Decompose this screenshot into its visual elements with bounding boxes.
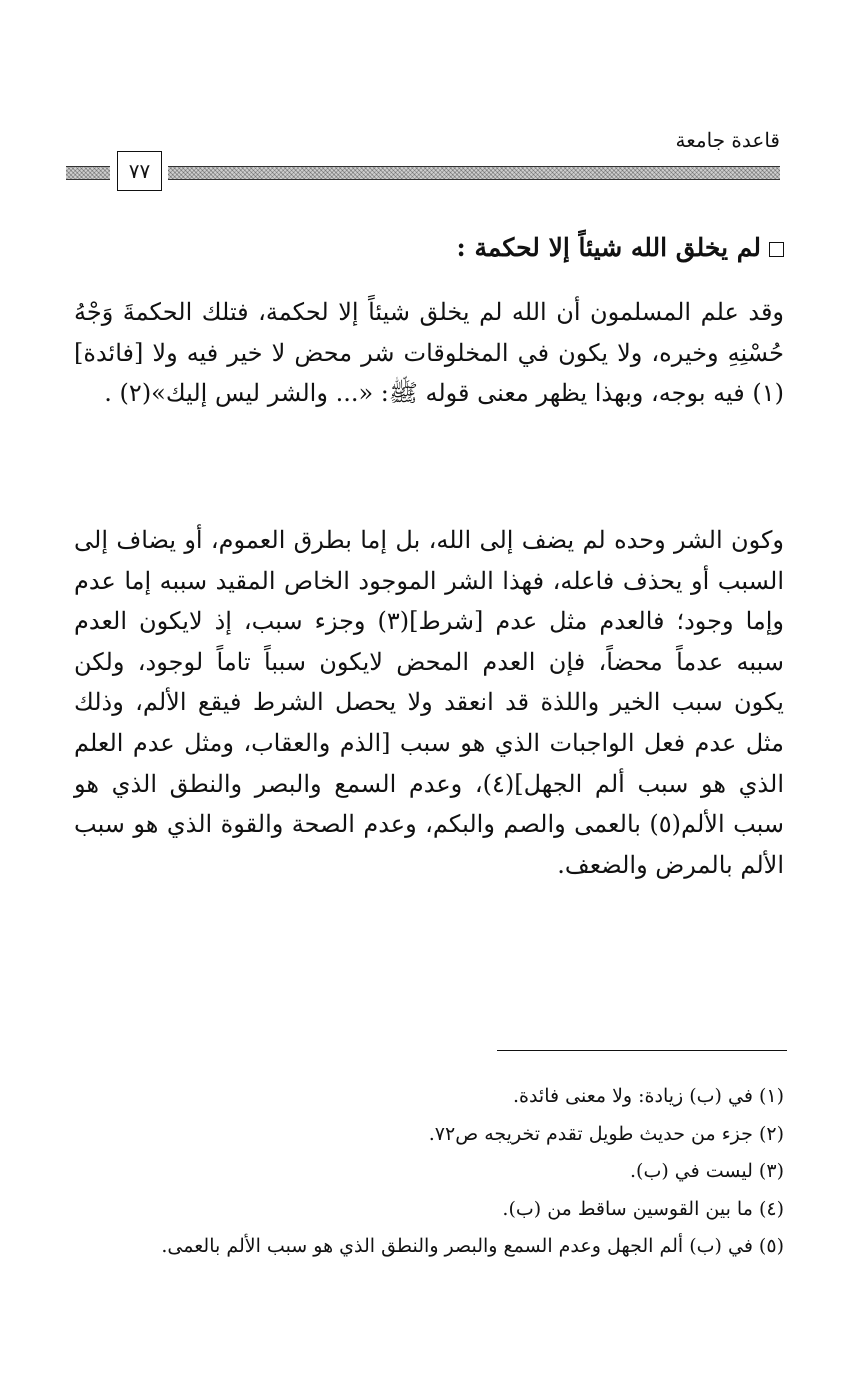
paragraph: وكون الشر وحده لم يضف إلى الله، بل إما بطرق العموم، أو يضاف إلى السبب أو يحذف فاعله، فهذا الشر الموجود الخاص المقيد سببه إما عدم وإما وجود؛ فالعدم مثل عدم [شرط](٣) وجزء سبب، إذ لايكون العدم سببه عدماً محضاً، فإن العدم المحض لايكون سبباً تاماً لوجود، ولكن يكون سبب الخير واللذة قد انعقد ولا يحصل الشرط فيقع الألم، وذلك مثل عدم فعل الواجبات الذي هو سبب [الذم والعقاب، ومثل عدم العلم الذي هو سبب ألم الجهل](٤)، وعدم السمع والبصر والنطق الذي هو سبب الألم(٥) بالعمى والصم والبكم، وعدم الصحة والقوة الذي هو سبب الألم بالمرض والضعف.: [74, 526, 784, 879]
footnote: (٥) في (ب) ألم الجهل وعدم السمع والبصر والنطق الذي هو سبب الألم بالعمى.: [161, 1235, 784, 1257]
paragraph: وقد علم المسلمون أن الله لم يخلق شيئاً إلا لحكمة، فتلك الحكمةَ وَجْهُ حُسْنِهِ وخيره، ولا يكون في المخلوقات شر محض لا خير فيه ولا [فائدة](١) فيه بوجه، وبهذا يظهر معنى قوله ﷺ: «... والشر ليس إليك»(٢) .: [74, 298, 784, 408]
footnote: (٤) ما بين القوسين ساقط من (ب).: [502, 1197, 784, 1220]
header-rule-left: [66, 166, 110, 180]
section-heading: [74, 228, 784, 269]
header-rule-right: [168, 166, 780, 180]
footnote: (١) في (ب) زيادة: ولا معنى فائدة.: [512, 1085, 784, 1107]
section-heading-text: لم يخلق الله شيئاً إلا لحكمة :: [456, 233, 761, 262]
footnote-separator: [497, 1050, 787, 1051]
footnote: (٣) ليست في (ب).: [630, 1160, 784, 1182]
page-number: ٧٧: [117, 151, 162, 191]
running-title: قاعدة جامعة: [675, 128, 780, 152]
square-bullet-icon: [769, 242, 784, 257]
footnotes: [90, 1078, 784, 1266]
footnote: (٢) جزء من حديث طويل تقدم تخريجه ص٧٢.: [428, 1122, 784, 1145]
